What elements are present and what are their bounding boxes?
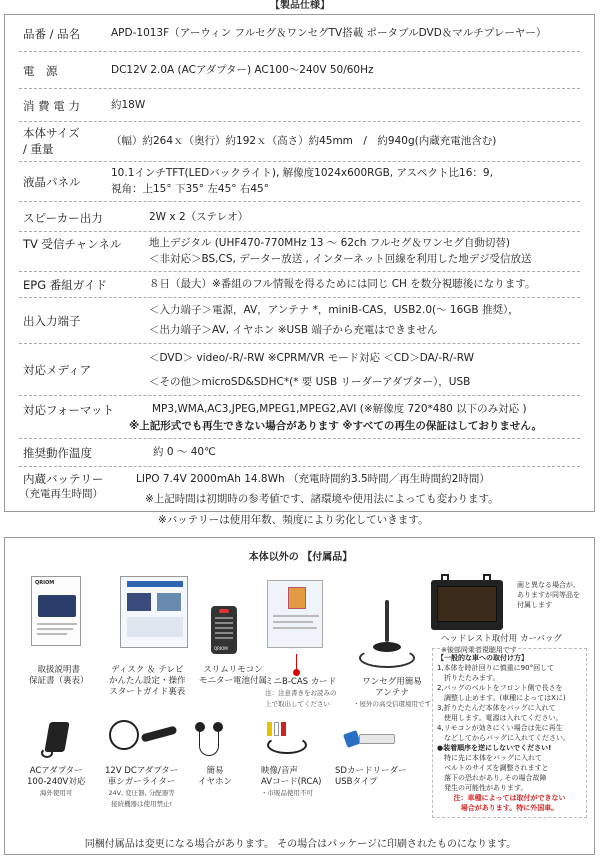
manual-caption: 取扱説明書 保証書（裏表）	[29, 665, 89, 686]
car-bag-photo-note: 画と異なる場合が、 ありますが同等品を 付属します	[517, 581, 580, 609]
earphone-image	[191, 718, 231, 758]
accessories-title: 本体以外の 【付属品】	[248, 552, 353, 563]
spec-row-temp	[19, 439, 580, 467]
spec-row-speaker	[19, 202, 580, 232]
format-note: ※上記形式でも再生できない場合があります ※すべての再生の保証はしておりません。	[129, 420, 542, 432]
sd-reader-image	[345, 728, 399, 750]
spec-label: 電 源	[23, 64, 58, 78]
car-mount-instructions: 【一般的な車への取付け方】 1,本体を時計回りに慎重に90°回して 折りたたみます。 2,バッグのベルトをフロント側で長さを 調整し止めます。(車種によってはXに) 3,折りたたんだ本体をバッグに入れて 使用します。電源は入れてください。 4,リモコンが効きにくい場合は先に再生 などしてからバッグに入れてください。 ●装着順序を逆にしないでください! 特に先に本体をバッグに入れて ベルトのサイズを調整されますと 落下の恐れがあり, その場合故障 発生の可能性があります。 注：車種によっては取付ができない 場合があります。特に外国車。	[432, 648, 587, 818]
spec-label: 内蔵バッテリー	[23, 472, 104, 486]
spec-value: ＜DVD＞ video/-R/-RW ※CPRM/VR モード対応 ＜CD＞DA/-R/-RW	[149, 352, 475, 364]
ac-adapter-caption: ACアダプター 100-240V対応 海外使用可	[27, 766, 86, 797]
product-photo	[38, 595, 76, 617]
spec-row-media	[19, 344, 580, 396]
spec-title: 【製品仕様】	[270, 0, 330, 11]
spec-row-power	[19, 52, 580, 89]
spec-row-tv	[19, 232, 580, 272]
antenna-image	[357, 600, 417, 670]
manual-image	[31, 576, 81, 646]
spec-value: ＜非対応＞BS,CS, データー放送 , インターネット回線を利用した地デジ受信放送	[149, 253, 532, 265]
spec-value: 約 0 ～ 40℃	[153, 446, 216, 458]
spec-value: MP3,WMA,AC3,JPEG,MPEG1,MPEG2,AVI (※解像度 720*480 以下のみ対応 )	[152, 403, 527, 415]
spec-row-consumption	[19, 89, 580, 122]
car-bag-caption: ヘッドレスト取付用 カーバッグ ※後部同乗者視聴用です	[441, 634, 563, 654]
spec-row-battery	[19, 467, 580, 513]
spec-row-ports	[19, 298, 580, 344]
spec-value: ＜入力端子＞電源，AV，アンテナ *，miniB-CAS，USB2.0(～ 16GB 推奨），	[149, 304, 519, 316]
spec-value: 視角：上15° 下35° 左45° 右45°	[111, 183, 269, 195]
spec-value: 10.1インチTFT(LEDバックライト), 解像度1024x600RGB, アスペクト比16：9,	[111, 167, 493, 179]
dc-adapter-caption: 12V DCアダプター 車シガーライター 24V, 変圧器, 分配器等 接続機器は使用禁止!	[105, 766, 179, 808]
antenna-caption: ワンセグ用簡易 アンテナ ・屋外の高受信環境用です	[353, 677, 431, 708]
spec-value: ＜その他＞microSD&SDHC*(* 要 USB リーダーアダプター），USB	[149, 376, 471, 388]
spec-label: スピーカー出力	[23, 211, 103, 225]
spec-label: EPG 番組ガイド	[23, 278, 107, 292]
bcas-caption: ミニB-CAS カード 注：注意書きをお読みの 上で取出してください	[265, 677, 337, 708]
spec-row-format	[19, 396, 580, 439]
spec-row-epg	[19, 272, 580, 298]
spec-label: TV 受信チャンネル	[23, 237, 122, 251]
av-cable-image	[263, 718, 313, 758]
sd-reader-caption: SDカードリーダー USBタイプ	[335, 766, 407, 787]
spec-label: 消 費 電 力	[23, 99, 80, 113]
spec-label: 対応メディア	[23, 363, 92, 377]
spec-value: APD-1013F（アーウィン フルセグ＆ワンセグTV搭載 ポータブルDVD＆マルチプレーヤー）	[111, 27, 547, 39]
spec-table	[4, 14, 595, 512]
spec-label: 出入力端子	[23, 314, 81, 328]
spec-value: 約18W	[111, 99, 146, 111]
remote-brand: QRIOM	[214, 646, 228, 651]
bcas-pointer-dot	[293, 669, 300, 676]
spec-label: （充電再生時間）	[19, 488, 103, 500]
spec-label: 品番 / 品名	[23, 27, 81, 41]
spec-row-size	[19, 122, 580, 162]
guide-caption: ディスク ＆ テレビ かんたん設定・操作 スタートガイド裏表	[109, 665, 186, 697]
accessories-panel	[4, 537, 595, 855]
battery-note-1: ※上記時間は初期時の参考値です、諸環境や使用法によっても変わります。	[145, 493, 499, 505]
spec-value: （幅）約264ｘ（奥行）約192ｘ（高さ）約45mm / 約940g(内蔵充電池含む)	[111, 135, 497, 147]
spec-row-model	[19, 15, 580, 52]
spec-row-panel	[19, 162, 580, 202]
manual-brand: QRIOM	[35, 580, 55, 586]
spec-value: DC12V 2.0A (ACアダプター) AC100～240V 50/60Hz	[111, 64, 374, 76]
dc-adapter-image	[105, 716, 185, 756]
car-bag-image	[431, 580, 503, 630]
earphone-caption: 簡易 イヤホン	[198, 766, 233, 787]
spec-label: 対応フォーマット	[23, 403, 114, 417]
spec-value: 地上デジタル (UHF470-770MHz 13 ～ 62ch フルセグ＆ワンセグ自動切替)	[149, 237, 510, 249]
spec-value: ＜出力端子＞AV, イヤホン ※USB 端子から充電はできません	[149, 324, 438, 336]
spec-label: 本体サイズ	[23, 126, 80, 140]
remote-image	[211, 606, 237, 654]
spec-label: 推奨動作温度	[23, 446, 92, 460]
remote-caption: スリムリモコン モニター電池付属	[199, 665, 268, 686]
bcas-card-image	[267, 580, 323, 648]
spec-value: 2W x 2（ステレオ）	[149, 211, 249, 223]
spec-value: LIPO 7.4V 2000mAh 14.8Wh （充電時間約3.5時間／再生時間約2時間）	[136, 473, 490, 485]
battery-note-2: ※バッテリーは使用年数、頻度により劣化していきます。	[158, 514, 429, 526]
spec-value: ８日（最大）※番組のフル情報を得るためには同じ CH を数分視聴後になります。	[149, 278, 536, 290]
ac-adapter-image	[41, 718, 71, 758]
av-cable-caption: 映像/音声 AVコード(RCA) ・市販品使用不可	[261, 766, 322, 797]
spec-label: 液晶パネル	[23, 175, 81, 189]
guide-image	[120, 576, 188, 648]
spec-label: / 重量	[23, 142, 54, 156]
footer-note: 同梱付属品は変更になる場合があります。 その場合はパッケージに印刷されたものになります。	[84, 839, 517, 850]
